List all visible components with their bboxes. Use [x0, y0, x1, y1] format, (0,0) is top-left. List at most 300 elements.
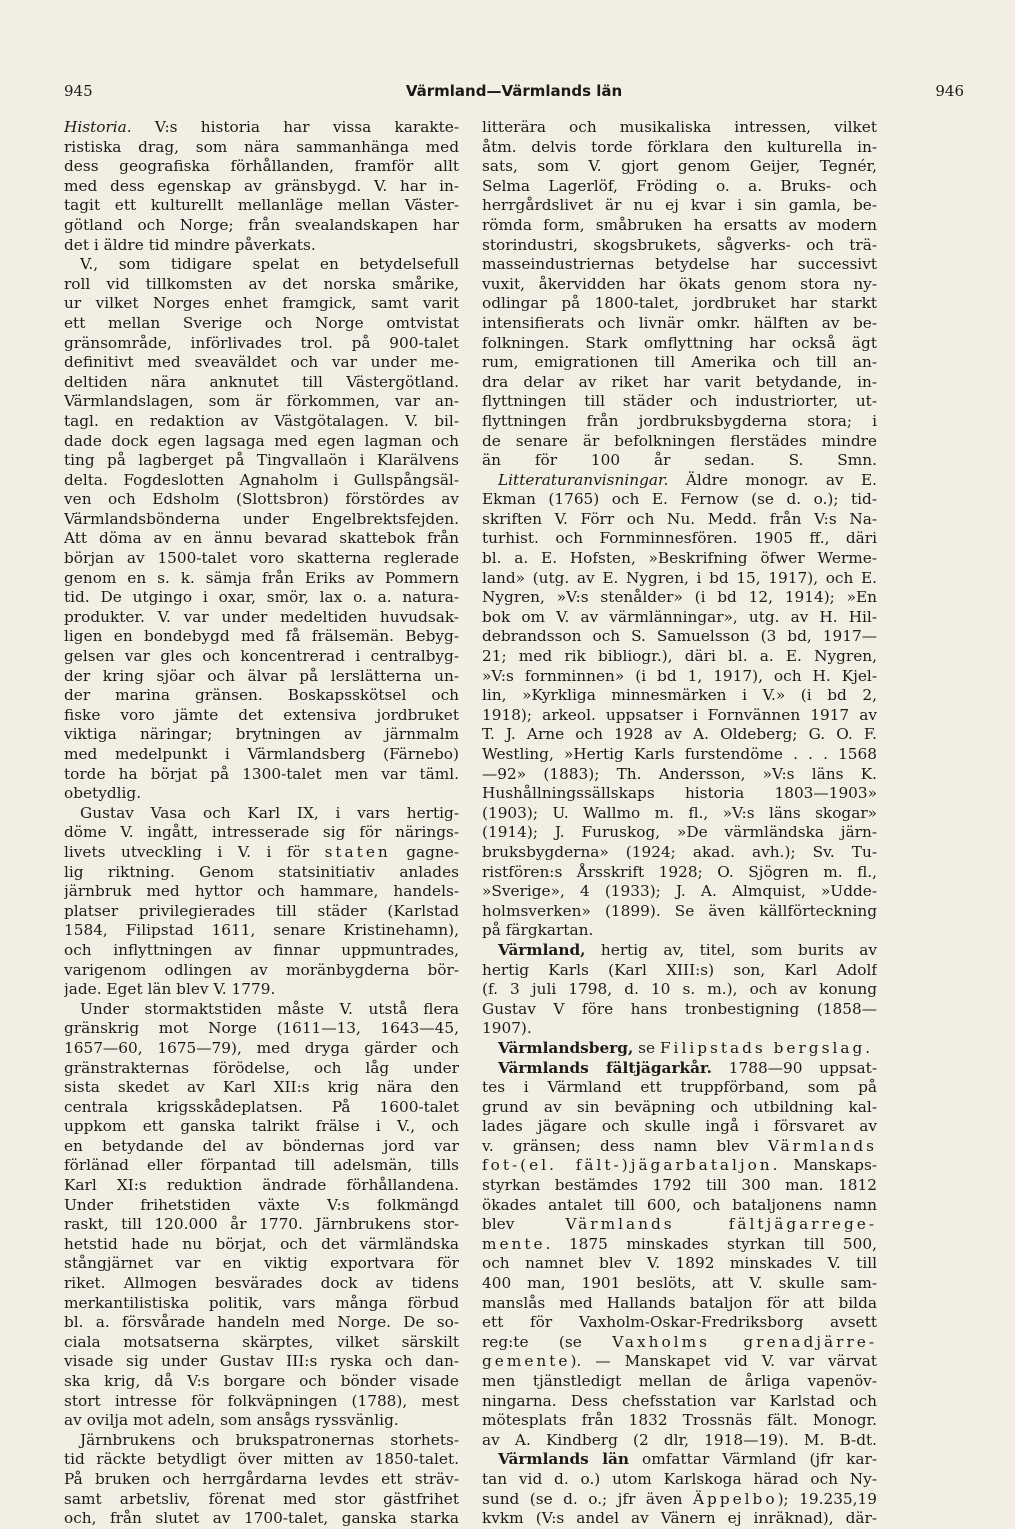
text-line [64, 1509, 459, 1529]
text-line [482, 804, 877, 824]
text-segment: Westling, »Hertig Karls furstendöme . . . 1568 [482, 745, 877, 763]
text-line [482, 471, 877, 491]
text-line [64, 1137, 459, 1157]
text-segment: ); 19.235,19 [777, 1489, 877, 1508]
text-segment: tes i Värmland ett truppförband, som på [482, 1078, 877, 1097]
text-line [482, 745, 877, 765]
text-line [482, 177, 877, 197]
text-segment: hertig av, titel, som burits av [585, 940, 877, 959]
text-segment: litterära och musikaliska intressen, vilket [482, 118, 877, 136]
text-line [64, 1294, 459, 1314]
text-segment: götland och Norge; från svealandskapen har [64, 215, 459, 234]
text-segment: rum, emigrationen till Amerika och till an- [482, 353, 877, 372]
left-column [64, 118, 459, 1529]
text-segment: mente [482, 1234, 546, 1253]
text-segment: »Sverige», 4 (1933); J. A. Almquist, »Udde- [482, 882, 877, 901]
text-segment: raskt, till 120.000 år 1770. Järnbrukens stor- [64, 1215, 459, 1234]
text-line [482, 412, 877, 432]
text-segment: herrgårdslivet är nu ej kvar i sin gamla, be- [482, 196, 877, 215]
text-line [482, 980, 877, 1000]
text-segment: hertig Karls (Karl XIII:s) son, Karl Adolf [482, 960, 877, 979]
text-line [64, 902, 459, 922]
text-segment: sista skedet av Karl XII:s krig nära den [64, 1078, 459, 1097]
text-line [482, 765, 877, 785]
text-segment: ristfören:s Årsskrift 1928; O. Sjögren m. fl., [482, 862, 877, 881]
text-line [64, 569, 459, 589]
right-column [482, 118, 877, 1529]
text-line [482, 1137, 877, 1157]
text-segment: odlingar på 1800-talet, jordbruket har starkt [482, 294, 877, 313]
text-segment: stångjärnet var en viktig exportvara för [64, 1254, 459, 1273]
text-line [64, 863, 459, 883]
text-line [482, 1431, 877, 1451]
text-line [64, 1156, 459, 1176]
text-line [482, 569, 877, 589]
text-line [64, 177, 459, 197]
text-line [64, 823, 459, 843]
text-line [64, 314, 459, 334]
text-line [482, 823, 877, 843]
text-line [482, 196, 877, 216]
text-line [64, 1019, 459, 1039]
text-segment: och inflyttningen av finnar uppmuntrades, [64, 940, 459, 959]
text-line [64, 255, 459, 275]
text-segment: Historia. [64, 118, 132, 136]
text-segment: bl. a. E. Hofsten, »Beskrifning öfwer Werme- [482, 549, 877, 568]
text-segment: lades jägare och skulle ingå i försvaret av [482, 1117, 877, 1136]
text-segment: bl. a. försvårade handeln med Norge. De so- [64, 1313, 459, 1332]
text-line [64, 1372, 459, 1392]
text-segment: tan vid d. o.) utom Karlskoga härad och Ny- [482, 1469, 877, 1488]
text-line [482, 941, 877, 961]
text-line [64, 627, 459, 647]
text-segment: Äppelbo [692, 1489, 778, 1508]
text-segment: omfattar Värmland (jfr kar- [629, 1450, 877, 1469]
text-line [482, 294, 877, 314]
text-segment: der marina gränsen. Boskapsskötsel och [64, 686, 459, 705]
text-line [482, 961, 877, 981]
text-line [482, 1352, 877, 1372]
text-segment: kvkm (V:s andel av Vänern ej inräknad), där- [482, 1509, 877, 1528]
text-segment: Under frihetstiden växte V:s folkmängd [64, 1195, 459, 1214]
text-segment: tagl. en redaktion av Västgötalagen. V. bil- [64, 411, 459, 430]
text-segment: gemente [482, 1352, 571, 1371]
text-line [64, 1078, 459, 1098]
text-line [64, 549, 459, 569]
text-line [64, 451, 459, 471]
text-line [64, 1470, 459, 1490]
text-segment: dess geografiska förhållanden, framför allt [64, 157, 459, 176]
text-segment: Ekman (1765) och E. Fernow (se d. o.); tid- [482, 490, 877, 509]
text-line [482, 334, 877, 354]
text-segment: staten [324, 842, 391, 861]
text-line [64, 373, 459, 393]
text-line [64, 294, 459, 314]
text-line [64, 1098, 459, 1118]
text-segment: . 1875 minskades styrkan till 500, [545, 1234, 877, 1253]
text-line [64, 1392, 459, 1412]
text-line [64, 157, 459, 177]
text-segment: fiske voro jämte det extensiva jordbruket [64, 705, 459, 724]
text-line [482, 451, 877, 471]
text-segment: Vaxholms grenadjärre- [612, 1332, 877, 1351]
text-line [64, 1450, 459, 1470]
text-segment: Under stormaktstiden måste V. utstå flera [80, 999, 459, 1018]
text-line [482, 1450, 877, 1470]
text-line [64, 961, 459, 981]
text-segment: V., som tidigare spelat en betydelsefull [80, 255, 459, 274]
text-segment: järnbruk med hyttor och hammare, handels- [64, 882, 459, 901]
text-segment: lin, »Kyrkliga minnesmärken i V.» (i bd 2, [482, 686, 877, 705]
text-segment: —92» (1883); Th. Andersson, »V:s läns K. [482, 764, 877, 783]
text-segment: Värmlandsbönderna under Engelbrektsfejden. [64, 509, 459, 528]
text-segment: dade dock egen lagsaga med egen lagman och [64, 431, 459, 450]
text-line [64, 1039, 459, 1059]
text-line [482, 432, 877, 452]
text-line [64, 216, 459, 236]
text-segment: gelsen var gles och koncentrerad i centralbyg- [64, 647, 459, 666]
text-segment: 400 man, 1901 beslöts, att V. skulle sam- [482, 1274, 877, 1293]
text-segment: ett mellan Sverige och Norge omtvistat [64, 313, 459, 332]
text-segment: av ovilja mot adeln, som ansågs ryssvänlig. [64, 1411, 399, 1430]
text-segment: vuxit, åkervidden har ökats genom stora ny- [482, 274, 877, 293]
running-title: Värmland—Värmlands län [405, 82, 623, 100]
text-line [64, 686, 459, 706]
text-segment: än för 100 år sedan. S. Smn. [482, 451, 877, 470]
text-segment: ningarna. Dess chefsstation var Karlstad och [482, 1391, 877, 1410]
page-number-left: 945 [64, 82, 93, 100]
text-segment: obetydlig. [64, 784, 142, 803]
text-line [64, 1333, 459, 1353]
text-segment: med medelpunkt i Värmlandsberg (Färnebo) [64, 745, 459, 763]
text-line [482, 118, 877, 138]
text-segment: ett för Vaxholm-Oskar-Fredriksborg avsett [482, 1313, 877, 1332]
text-segment: Värmlands län [498, 1450, 630, 1469]
text-segment: Järnbrukens och brukspatronernas storhets- [80, 1430, 459, 1449]
text-line [482, 1372, 877, 1392]
text-line [482, 1039, 877, 1059]
text-line [482, 1392, 877, 1412]
text-segment: flyttningen till städer och industriorter, ut- [482, 392, 877, 411]
text-line [482, 725, 877, 745]
text-segment: gränskrig mot Norge (1611—13, 1643—45, [64, 1019, 459, 1038]
text-line [482, 1117, 877, 1137]
text-line [482, 314, 877, 334]
text-segment: början av 1500-talet voro skatterna reglerade [64, 549, 459, 568]
text-line [482, 686, 877, 706]
text-segment: livets utveckling i V. i för [64, 842, 325, 861]
text-line [482, 667, 877, 687]
text-line [64, 432, 459, 452]
text-line [64, 471, 459, 491]
text-line [64, 1000, 459, 1020]
text-line [482, 1333, 877, 1353]
text-segment: viktiga näringar; brytningen av järnmalm [64, 725, 459, 744]
text-segment: sund (se d. o.; jfr även [482, 1489, 693, 1508]
text-segment: 1584, Filipstad 1611, senare Kristinehamn), [64, 921, 459, 940]
text-line [64, 1411, 459, 1431]
text-line [64, 941, 459, 961]
text-segment: platser privilegierades till städer (Karlstad [64, 901, 459, 920]
text-line [482, 588, 877, 608]
text-segment: bruksbygderna» (1924; akad. avh.); Sv. Tu- [482, 842, 877, 861]
text-segment: 1918); arkeol. uppsatser i Fornvännen 1917 av [482, 705, 877, 724]
text-segment: Selma Lagerlöf, Fröding o. a. Bruks- och [482, 176, 877, 195]
text-segment: skriften V. Förr och Nu. Medd. från V:s Na- [482, 509, 877, 528]
text-segment: förlänad eller förpantad till adelsmän, tills [64, 1156, 459, 1175]
text-line [64, 529, 459, 549]
text-segment: och, från slutet av 1700-talet, ganska starka [64, 1509, 459, 1528]
text-segment: på färgkartan. [482, 921, 594, 940]
text-line [64, 1235, 459, 1255]
text-segment: produkter. V. var under medeltiden huvudsak- [64, 607, 459, 626]
text-segment: merkantilistiska politik, vars många förbud [64, 1293, 459, 1312]
text-segment: med dess egenskap av gränsbygd. V. har in- [64, 176, 459, 195]
text-line [482, 608, 877, 628]
text-segment: Värmlands [767, 1136, 877, 1155]
text-line [64, 1274, 459, 1294]
text-line [482, 1490, 877, 1510]
text-line [64, 706, 459, 726]
text-line [482, 1215, 877, 1235]
text-segment: av A. Kindberg (2 dlr, 1918—19). M. B-dt. [482, 1430, 877, 1449]
text-segment: definitivt med sveaväldet och var under me- [64, 353, 459, 372]
text-line [64, 608, 459, 628]
text-segment: der kring sjöar och älvar på lerslätterna un- [64, 666, 459, 685]
text-segment: . Manskaps- [772, 1156, 877, 1175]
text-segment: Äldre monogr. av E. [668, 470, 877, 489]
text-segment: T. J. Arne och 1928 av A. Oldeberg; G. O. F. [482, 725, 877, 744]
text-segment: gränstrakternas förödelse, och låg under [64, 1058, 459, 1077]
text-segment: styrkan bestämdes 1792 till 300 man. 1812 [482, 1176, 877, 1195]
text-segment: v. gränsen; dess namn blev [482, 1136, 768, 1155]
text-segment: blev [482, 1215, 566, 1234]
text-line [64, 334, 459, 354]
text-line [64, 843, 459, 863]
text-segment: Värmlandslagen, som är förkommen, var an- [64, 392, 459, 411]
text-segment: reg:te (se [482, 1332, 613, 1351]
text-segment: tid räckte betydligt över mitten av 1850-talet. [64, 1450, 459, 1469]
text-segment: Filipstads bergslag [659, 1038, 866, 1057]
text-line [482, 216, 877, 236]
text-line [482, 1254, 877, 1274]
text-line [64, 236, 459, 256]
text-line [482, 1294, 877, 1314]
text-segment: torde ha börjat på 1300-talet men var täml. [64, 764, 459, 783]
text-line [64, 118, 459, 138]
text-segment: ). — Manskapet vid V. var värvat [570, 1352, 877, 1371]
text-segment: land» (utg. av E. Nygren, i bd 15, 1917), och E. [482, 568, 877, 587]
text-segment: bok om V. av värmlänningar», utg. av H. Hil- [482, 607, 877, 626]
text-line [64, 921, 459, 941]
text-segment: de senare är befolkningen flerstädes mindre [482, 431, 877, 450]
text-line [64, 392, 459, 412]
text-line [64, 1196, 459, 1216]
text-line [64, 1254, 459, 1274]
text-line [482, 1470, 877, 1490]
text-line [482, 1059, 877, 1079]
text-line [64, 882, 459, 902]
text-line [482, 706, 877, 726]
text-segment: turhist. och Fornminnesfören. 1905 ff., däri [482, 529, 877, 548]
text-segment: Nygren, »V:s stenålder» (i bd 12, 1914); »En [482, 588, 877, 607]
text-line [482, 157, 877, 177]
text-segment: ven och Edsholm (Slottsbron) förstördes av [64, 490, 459, 509]
text-line [482, 1156, 877, 1176]
text-segment: (f. 3 juli 1798, d. 10 s. m.), och av konung [482, 980, 877, 999]
text-segment: deltiden nära anknutet till Västergötland. [64, 372, 459, 391]
text-line [482, 1274, 877, 1294]
text-segment: visade sig under Gustav III:s ryska och dan- [64, 1352, 459, 1371]
text-line [64, 1490, 459, 1510]
text-line [482, 373, 877, 393]
text-segment: masseindustriernas betydelse har successivt [482, 255, 877, 274]
text-segment: men tjänstledigt mellan de årliga vapenöv- [482, 1372, 877, 1390]
text-line [64, 510, 459, 530]
text-segment: holmsverken» (1899). Se även källförteckning [482, 901, 877, 920]
text-segment: hetstid hade nu börjat, och det värmländska [64, 1234, 459, 1253]
text-line [64, 784, 459, 804]
text-line [482, 1078, 877, 1098]
text-segment: det i äldre tid mindre påverkats. [64, 235, 316, 254]
text-segment: se [633, 1038, 660, 1057]
text-line [482, 236, 877, 256]
text-line [482, 1411, 877, 1431]
text-segment: varigenom odlingen av moränbygderna bör- [64, 960, 459, 979]
text-segment: dra delar av riket har varit betydande, in- [482, 372, 877, 391]
text-line [482, 902, 877, 922]
text-segment: fot-(el. fält-)jägarbataljon [482, 1156, 773, 1175]
text-line [64, 412, 459, 432]
text-line [482, 1176, 877, 1196]
text-line [482, 843, 877, 863]
text-segment: Gustav V före hans tronbestigning (1858— [482, 999, 877, 1018]
text-segment: Att döma av en ännu bevarad skattebok från [64, 529, 459, 548]
text-segment: 1788—90 uppsat- [712, 1058, 877, 1077]
text-line [482, 784, 877, 804]
text-line [482, 1000, 877, 1020]
text-segment: . [865, 1038, 871, 1057]
text-line [482, 392, 877, 412]
text-segment: tid. De utgingo i oxar, smör, lax o. a. natura- [64, 588, 459, 607]
text-segment: Karl XI:s reduktion ändrade förhållandena. [64, 1176, 459, 1195]
text-line [482, 353, 877, 373]
text-line [482, 1235, 877, 1255]
text-segment: manslås med Hallands bataljon för att bilda [482, 1293, 877, 1312]
text-segment: ciala motsatserna skärptes, vilket särskilt [64, 1332, 459, 1351]
text-segment: römda form, småbruken ha ersatts av modern [482, 215, 877, 234]
text-segment: döme V. ingått, intresserade sig för närings- [64, 823, 459, 842]
text-line [482, 882, 877, 902]
text-segment: 1907). [482, 1019, 532, 1038]
text-segment: folkningen. Stark omflyttning har också ägt [482, 333, 877, 352]
text-segment: sats, som V. gjort genom Geijer, Tegnér, [482, 157, 877, 176]
text-segment: Hushållningssällskaps historia 1803—1903» [482, 784, 877, 803]
text-line [64, 1352, 459, 1372]
text-segment: Värmland, [498, 940, 586, 959]
text-line [64, 980, 459, 1000]
text-segment: grund av sin beväpning och utbildning kal- [482, 1097, 877, 1116]
text-segment: mötesplats från 1832 Trossnäs fält. Monogr. [482, 1411, 877, 1430]
text-line [64, 1059, 459, 1079]
text-line [64, 275, 459, 295]
text-segment: riket. Allmogen besvärades dock av tidens [64, 1274, 459, 1293]
text-segment: V:s historia har vissa karakte- [131, 118, 459, 136]
text-line [482, 549, 877, 569]
text-line [482, 863, 877, 883]
text-line [64, 588, 459, 608]
text-segment: Värmlands fältjägarkår. [498, 1058, 712, 1077]
text-line [64, 745, 459, 765]
text-line [64, 765, 459, 785]
text-line [482, 275, 877, 295]
text-segment: gagne- [390, 842, 459, 861]
text-segment: åtm. delvis torde förklara den kulturella in- [482, 137, 877, 156]
text-segment: 1657—60, 1675—79), med dryga gärder och [64, 1038, 459, 1057]
text-segment: genom en s. k. sämja från Eriks av Pommern [64, 568, 459, 587]
text-segment: gränsområde, införlivades trol. på 900-talet [64, 333, 459, 352]
text-line [64, 490, 459, 510]
text-segment: »V:s fornminnen» (i bd 1, 1917), och H. Kjel- [482, 666, 877, 685]
text-line [64, 725, 459, 745]
text-segment: lig riktning. Genom statsinitiativ anlades [64, 862, 459, 881]
text-line [482, 529, 877, 549]
text-segment: stort intresse för folkväpningen (1788), mest [64, 1391, 459, 1410]
text-line [482, 1019, 877, 1039]
text-line [64, 196, 459, 216]
text-line [482, 627, 877, 647]
text-line [482, 138, 877, 158]
text-segment: debrandsson och S. Samuelsson (3 bd, 1917— [482, 627, 877, 646]
text-segment: uppkom ett ganska talrikt frälse i V., och [64, 1117, 459, 1136]
text-line [64, 667, 459, 687]
text-segment: Värmlands fältjägarrege- [565, 1215, 877, 1234]
text-segment: Värmlandsberg, [498, 1038, 634, 1057]
text-segment: (1914); J. Furuskog, »De värmländska järn- [482, 823, 877, 842]
text-line [482, 1196, 877, 1216]
text-segment: (1903); U. Wallmo m. fl., »V:s läns skogar» [482, 803, 877, 822]
text-line [482, 921, 877, 941]
text-segment: ökades antalet till 600, och bataljonens namn [482, 1195, 877, 1214]
text-line [482, 647, 877, 667]
text-line [64, 1215, 459, 1235]
text-line [64, 1431, 459, 1451]
text-line [482, 490, 877, 510]
text-segment: På bruken och herrgårdarna levdes ett sträv- [64, 1469, 459, 1488]
text-segment: centrala krigsskådeplatsen. På 1600-talet [64, 1097, 459, 1116]
text-segment: storindustri, skogsbrukets, sågverks- och trä- [482, 235, 877, 254]
text-segment: ting på lagberget på Tingvallaön i Klarälvens [64, 451, 459, 470]
text-line [64, 353, 459, 373]
text-segment: samt arbetsliv, förenat med stor gästfrihet [64, 1489, 459, 1508]
text-line [64, 138, 459, 158]
text-segment: ristiska drag, som nära sammanhänga med [64, 137, 459, 156]
text-segment: och namnet blev V. 1892 minskades V. till [482, 1254, 877, 1273]
text-line [482, 510, 877, 530]
text-line [482, 255, 877, 275]
text-segment: ur vilket Norges enhet framgick, samt varit [64, 294, 459, 313]
text-line [64, 647, 459, 667]
text-line [64, 1117, 459, 1137]
text-segment: tagit ett kulturellt mellanläge mellan Väster- [64, 196, 459, 215]
text-segment: en betydande del av böndernas jord var [64, 1136, 459, 1155]
text-line [64, 804, 459, 824]
text-segment: Gustav Vasa och Karl IX, i vars hertig- [80, 803, 459, 822]
text-segment: ska krig, då V:s borgare och bönder visade [64, 1372, 459, 1390]
text-segment: 21; med rik bibliogr.), däri bl. a. E. Nygren, [482, 647, 877, 666]
text-line [482, 1098, 877, 1118]
text-line [482, 1313, 877, 1333]
